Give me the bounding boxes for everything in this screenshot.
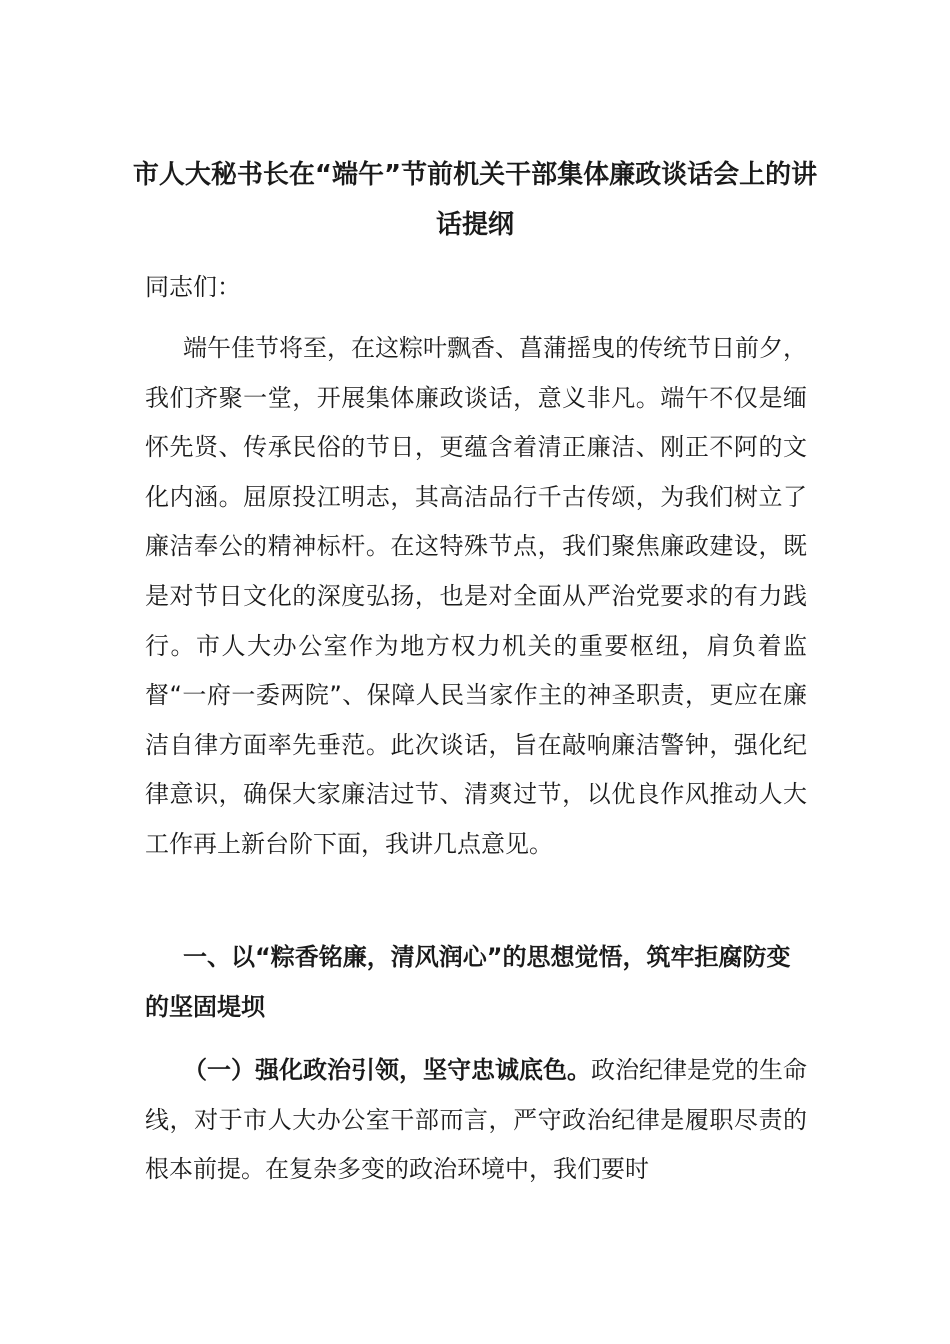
subsection-paragraph-1 [145, 1046, 807, 1195]
subsection-text: 政治纪律是党的生命线，对于市人大办公室干部而言，严守政治纪律是履职尽责的根本前提。在复杂多变的政治环境中，我们要时 [145, 1056, 807, 1184]
intro-paragraph: 端午佳节将至，在这粽叶飘香、菖蒲摇曳的传统节日前夕，我们齐聚一堂，开展集体廉政谈话，意义非凡。端午不仅是缅怀先贤、传承民俗的节日，更蕴含着清正廉洁、刚正不阿的文化内涵。屈原投江明志，其高洁品行千古传颂，为我们树立了廉洁奉公的精神标杆。在这特殊节点，我们聚焦廉政建设，既是对节日文化的深度弘扬，也是对全面从严治党要求的有力践行。市人大办公室作为地方权力机关的重要枢纽，肩负着监督“一府一委两院”、保障人民当家作主的神圣职责，更应在廉洁自律方面率先垂范。此次谈话，旨在敲响廉洁警钟，强化纪律意识，确保大家廉洁过节、清爽过节，以优良作风推动人大工作再上新台阶下面，我讲几点意见。 [145, 334, 807, 858]
document-title: 市人大秘书长在“端午”节前机关干部集体廉政谈话会上的讲话提纲 [132, 160, 818, 240]
subsection-lead: （一）强化政治引领，坚守忠诚底色。 [183, 1056, 591, 1084]
salutation: 同志们： [145, 273, 241, 301]
section-heading-1: 一、以“粽香铭廉，清风润心”的思想觉悟，筑牢拒腐防变的坚固堤坝 [145, 943, 791, 1021]
